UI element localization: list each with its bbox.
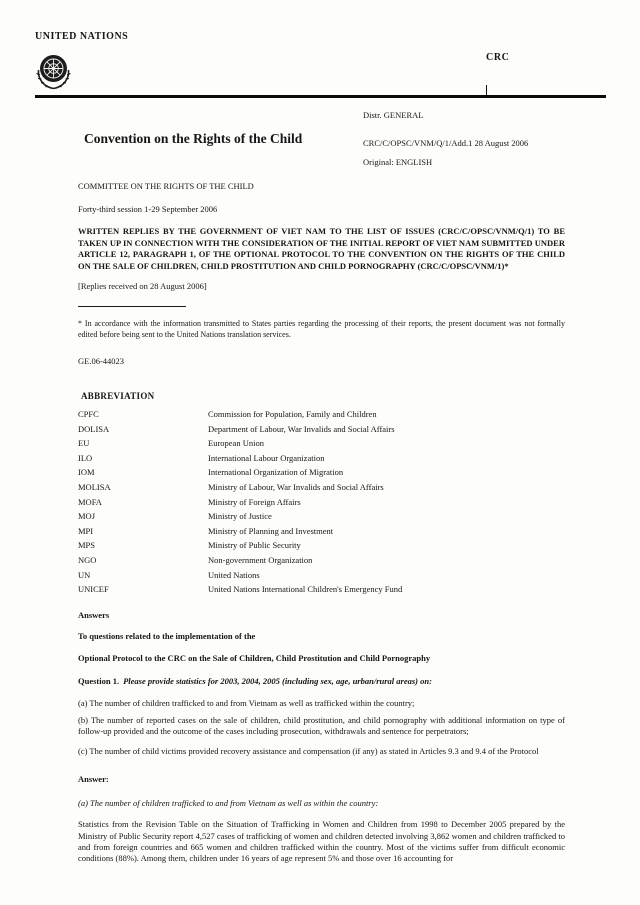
abbreviation-row [78, 524, 565, 539]
abbreviation-key: MPS [78, 540, 96, 551]
abbreviation-value: Ministry of Foreign Affairs [208, 496, 301, 507]
abbreviation-value: Ministry of Planning and Investment [208, 525, 334, 536]
abbreviation-row [78, 451, 565, 466]
abbreviation-value: European Union [208, 438, 264, 449]
abbreviation-row [78, 465, 565, 480]
abbreviation-key: MOJ [78, 511, 96, 522]
footnote-text: * In accordance with the information transmitted to States parties regarding the processing of their reports, the present document was not formally edited before being sent to the United Nations translation services. [78, 319, 565, 339]
org-name: UNITED NATIONS [35, 31, 129, 42]
footnote-separator [78, 306, 186, 307]
abbreviation-value: Non-government Organization [208, 554, 313, 565]
abbreviation-row [78, 568, 565, 583]
question-1-label: Question 1. [78, 676, 120, 686]
abbreviations-heading: ABBREVIATION [81, 391, 155, 401]
abbreviation-row [78, 582, 565, 597]
original-language-line: Original: ENGLISH [363, 157, 433, 167]
abbreviation-row [78, 422, 565, 437]
question-item-c: (c) The number of child victims provided recovery assistance and compensation (if any) as stated in Articles 9.3 and 9.4 of the Protocol [78, 745, 539, 756]
question-1-text: Please provide statistics for 2003, 2004, 2005 (including sex, age, urban/rural areas) on: [123, 676, 432, 686]
abbreviation-row [78, 538, 565, 553]
session-line: Forty-third session 1-29 September 2006 [78, 204, 218, 214]
abbreviation-row [78, 480, 565, 495]
abbreviation-key: UNICEF [78, 584, 109, 595]
answer-a-paragraph: Statistics from the Revision Table on the Situation of Trafficking in Women and Children from 1998 to December 2005 prepared by the Ministry of Public Security report 4,527 cases of trafficking of women and children detected involving 3,862 women and children trafficked to and from foreign countries and 665 women and children trafficked within the country. Most of the victims suffer from difficult economic conditions (88%). Among them, children under 16 years of age represent 5% and those over 16 accounting for [78, 819, 565, 863]
document-heading-paragraph: WRITTEN REPLIES BY THE GOVERNMENT OF VIET NAM TO THE LIST OF ISSUES (CRC/C/OPSC/VNM/Q/1) TO BE TAKEN UP IN CONNECTION WITH THE CONSIDERATION OF THE INITIAL REPORT OF VIET NAM SUBMITTED UNDER ARTICLE 12, PARAGRAPH 1, OF THE OPTIONAL PROTOCOL TO THE CONVENTION ON THE RIGHTS OF THE CHILD ON THE SALE OF CHILDREN, CHILD PROSTITUTION AND CHILD PORNOGRAPHY (CRC/C/OPSC/VNM/1)* [78, 226, 565, 271]
header-rule [35, 95, 606, 98]
abbreviation-value: Ministry of Labour, War Invalids and Social Affairs [208, 481, 384, 492]
doc-symbol-label: CRC [486, 52, 510, 63]
main-heading-section [78, 226, 565, 367]
abbreviation-value: Ministry of Public Security [208, 540, 301, 551]
abbreviation-value: Commission for Population, Family and Children [208, 409, 377, 419]
masthead-right-block [363, 110, 583, 168]
question-item-a: (a) The number of children trafficked to and from Vietnam as well as trafficked within the country; [78, 698, 415, 708]
abbreviation-value: United Nations International Children's Emergency Fund [208, 584, 403, 595]
header-tick-rule [486, 85, 487, 95]
abbreviation-row [78, 509, 565, 524]
abbreviation-key: MOLISA [78, 481, 111, 492]
question-item-b: (b) The number of reported cases on the sale of children, child prostitution, and child pornography with additional information on type of follow-up provided and the outcome of the cases including prosecution, withdrawals and sentence for perpetrators; [78, 715, 565, 736]
question-1 [78, 676, 565, 687]
abbreviation-value: International Organization of Migration [208, 467, 344, 478]
abbreviation-row [78, 553, 565, 568]
abbreviation-row [78, 407, 565, 422]
abbreviation-value: International Labour Organization [208, 452, 325, 463]
abbreviation-value: United Nations [208, 569, 260, 580]
abbreviation-value: Department of Labour, War Invalids and Social Affairs [208, 423, 395, 434]
reference-line: CRC/C/OPSC/VNM/Q/1/Add.1 28 August 2006 [363, 138, 529, 148]
answer-a-heading: (a) The number of children trafficked to and from Vietnam as well as within the country: [78, 798, 379, 809]
abbreviation-key: MOFA [78, 496, 102, 507]
abbreviation-key: MPI [78, 525, 94, 536]
abbreviation-key: DOLISA [78, 423, 110, 434]
document-title: Convention on the Rights of the Child [84, 131, 303, 146]
answers-subheading-1: To questions related to the implementation of the [78, 631, 256, 641]
un-emblem-icon [31, 49, 76, 95]
answers-heading: Answers [78, 610, 110, 620]
abbreviation-row [78, 495, 565, 510]
abbreviation-row [78, 436, 565, 451]
abbreviation-key: EU [78, 438, 90, 449]
abbreviations-list [78, 407, 565, 597]
replies-received-note: [Replies received on 28 August 2006] [78, 281, 207, 292]
answer-label: Answer: [78, 774, 109, 785]
ge-number: GE.06-44023 [78, 356, 125, 367]
abbreviation-key: NGO [78, 554, 97, 565]
committee-heading: COMMITTEE ON THE RIGHTS OF THE CHILD [78, 181, 254, 191]
abbreviation-key: IOM [78, 467, 95, 478]
intro-section [78, 181, 565, 215]
answers-section [78, 610, 565, 864]
abbreviation-value: Ministry of Justice [208, 511, 272, 522]
abbreviation-key: ILO [78, 452, 93, 463]
abbreviation-key: CPFC [78, 409, 99, 419]
abbreviation-key: UN [78, 569, 91, 580]
answers-subheading-2: Optional Protocol to the CRC on the Sale of Children, Child Prostitution and Child Pornography [78, 653, 431, 663]
abbreviations-section [78, 391, 565, 597]
distribution-line: Distr. GENERAL [363, 110, 424, 120]
